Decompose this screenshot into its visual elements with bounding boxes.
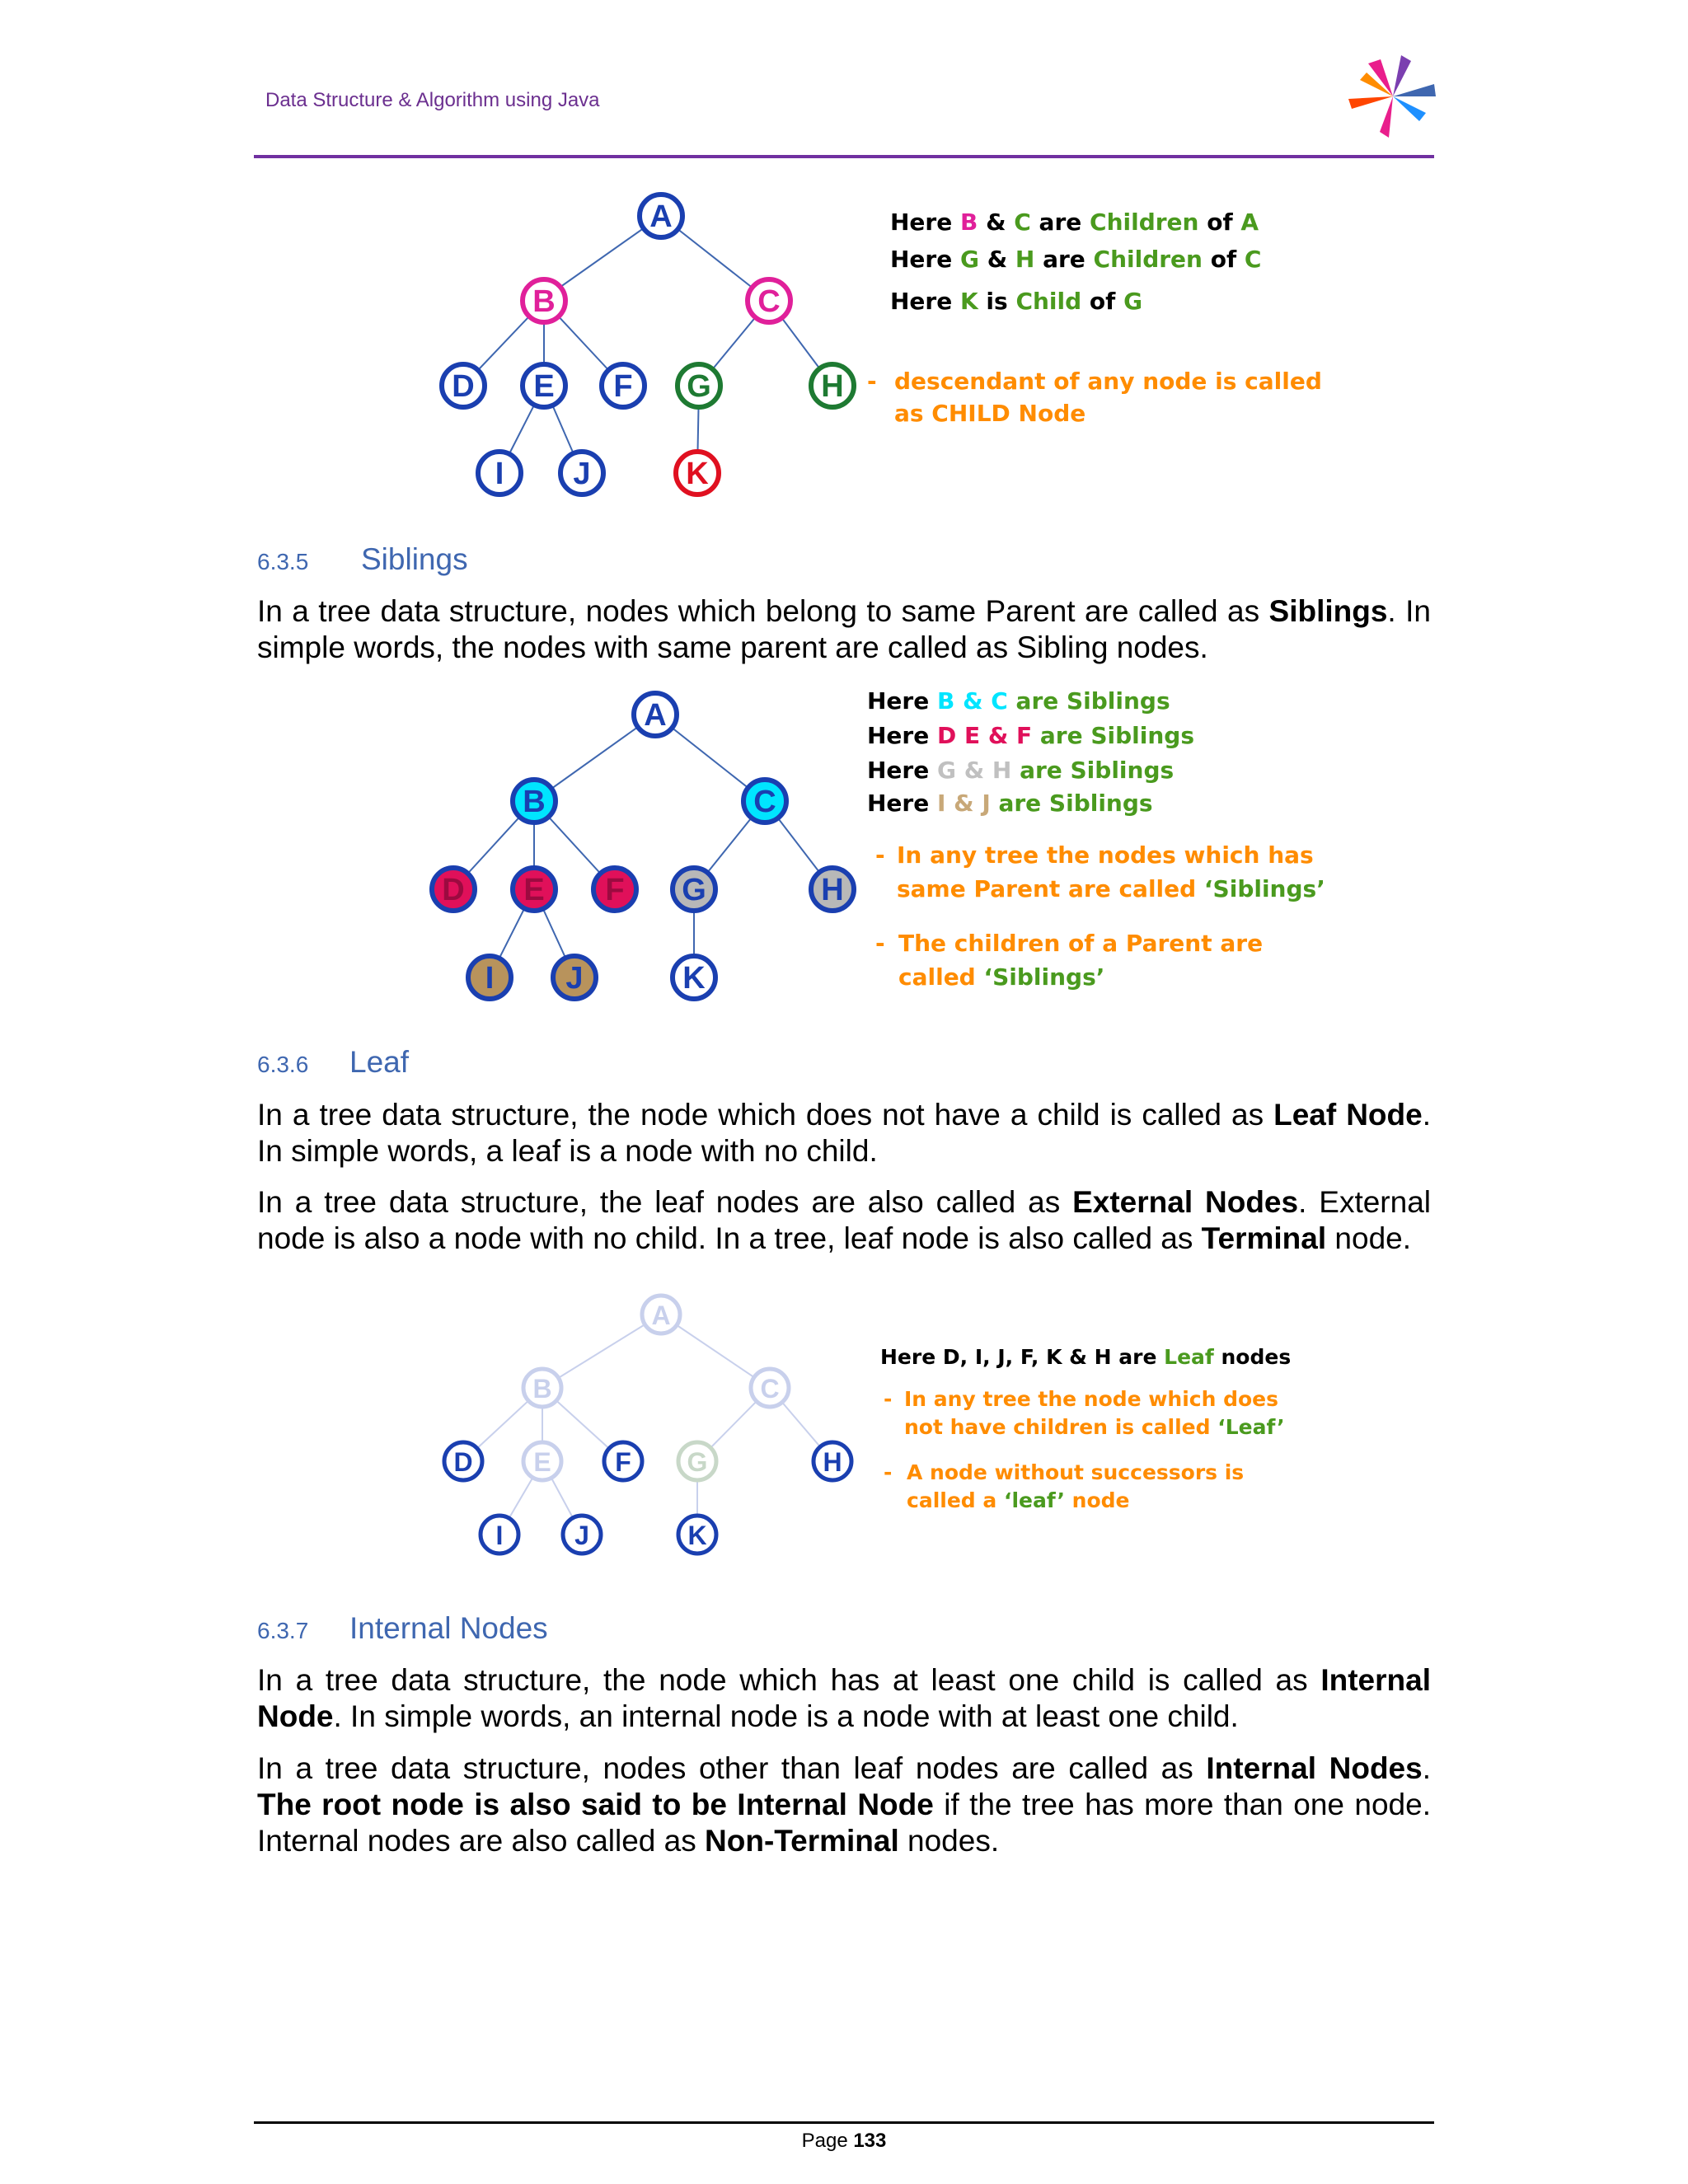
bullet-dash: - <box>884 1387 893 1411</box>
page-number: Page 133 <box>801 2130 887 2152</box>
siblings-note-1a: In any tree the nodes which has <box>897 841 1314 869</box>
section-number: 6.3.6 <box>257 1052 309 1077</box>
leaf-note-2b: called a ‘leaf’ node <box>907 1488 1130 1512</box>
leaf-note-2a: A node without successors is <box>907 1460 1245 1484</box>
children-line-3: Here K is Child of G <box>890 288 1143 315</box>
bullet-dash: - <box>875 930 885 957</box>
children-line-2: Here G & H are Children of C <box>890 246 1262 273</box>
node-c: C <box>753 785 776 819</box>
node-h: H <box>823 1447 842 1477</box>
leaf-note-1a: In any tree the node which does <box>904 1387 1278 1411</box>
node-e: E <box>533 369 555 404</box>
node-i: I <box>485 961 495 996</box>
node-e: E <box>533 1447 551 1477</box>
siblings-note-2b: called ‘Siblings’ <box>898 963 1105 991</box>
node-b: B <box>532 1374 552 1404</box>
siblings-line-2: Here D E & F are Siblings <box>867 722 1194 749</box>
node-j: J <box>574 1521 589 1550</box>
siblings-line-1: Here B & C are Siblings <box>867 687 1170 715</box>
leaf-paragraph-1: In a tree data structure, the node which does not have a child is called as Leaf Node. In simple words, a leaf is a node with no child. <box>257 1098 1431 1168</box>
node-b: B <box>523 785 546 819</box>
siblings-line-3: Here G & H are Siblings <box>867 757 1175 784</box>
section-number: 6.3.5 <box>257 549 309 574</box>
node-f: F <box>605 873 625 907</box>
node-d: D <box>452 369 475 404</box>
node-a: A <box>649 199 673 234</box>
node-j: J <box>565 961 584 996</box>
node-k: K <box>682 961 706 996</box>
node-d: D <box>453 1447 473 1477</box>
internal-paragraph-2: In a tree data structure, nodes other than leaf nodes are called as Internal Nodes. The root node is also said to be Internal Node if the tree has more than one node. Internal nodes are also called as Non-Terminal nodes. <box>257 1751 1431 1858</box>
node-a: A <box>651 1301 671 1330</box>
siblings-note-1b: same Parent are called ‘Siblings’ <box>897 875 1325 902</box>
siblings-note-2a: The children of a Parent are <box>898 930 1264 957</box>
node-c: C <box>760 1374 780 1404</box>
node-i: I <box>495 457 504 491</box>
node-g: G <box>687 1447 708 1477</box>
node-d: D <box>442 873 465 907</box>
siblings-line-4: Here I & J are Siblings <box>867 790 1153 817</box>
node-a: A <box>644 698 667 733</box>
node-j: J <box>573 457 591 491</box>
footer-rule <box>254 2121 1434 2124</box>
node-g: G <box>687 369 711 404</box>
child-note-line-2: as CHILD Node <box>894 400 1086 427</box>
section-title: Siblings <box>361 542 468 576</box>
node-h: H <box>821 873 844 907</box>
bullet-dash: - <box>875 841 885 869</box>
section-heading-internal-nodes <box>257 1611 548 1646</box>
leaf-paragraph-2: In a tree data structure, the leaf nodes are also called as External Nodes. External node is also a node with no child. In a tree, leaf node is also called as Terminal node. <box>257 1185 1431 1255</box>
child-note-line-1: descendant of any node is called <box>894 368 1322 395</box>
node-c: C <box>757 284 781 319</box>
node-k: K <box>687 1521 707 1550</box>
node-e: E <box>523 873 545 907</box>
node-f: F <box>613 369 633 404</box>
node-h: H <box>821 369 844 404</box>
children-line-1: Here B & C are Children of A <box>890 209 1259 236</box>
leaf-line-1: Here D, I, J, F, K & H are Leaf nodes <box>880 1345 1292 1369</box>
node-b: B <box>532 284 556 319</box>
section-number: 6.3.7 <box>257 1618 309 1643</box>
running-header: Data Structure & Algorithm using Java <box>265 89 600 111</box>
internal-paragraph-1: In a tree data structure, the node which has at least one child is called as Internal Node. In simple words, an internal node is a node with at least one child. <box>257 1663 1431 1733</box>
node-f: F <box>615 1447 631 1477</box>
node-i: I <box>495 1521 504 1550</box>
node-k: K <box>686 457 709 491</box>
section-title: Leaf <box>349 1045 410 1079</box>
section-title: Internal Nodes <box>349 1611 548 1645</box>
node-g: G <box>682 873 706 907</box>
bullet-dash: - <box>867 368 877 395</box>
bullet-dash: - <box>884 1460 893 1484</box>
siblings-paragraph: In a tree data structure, nodes which belong to same Parent are called as Siblings. In simple words, the nodes with same parent are called as Sibling nodes. <box>257 594 1431 664</box>
leaf-note-1b: not have children is called ‘Leaf’ <box>904 1415 1285 1439</box>
